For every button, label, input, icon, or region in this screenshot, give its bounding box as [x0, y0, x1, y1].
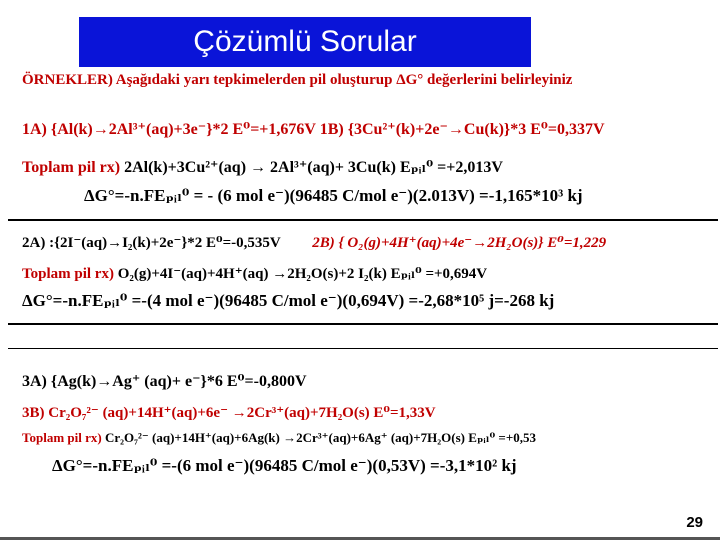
slide-title-banner [79, 17, 531, 67]
divider-1 [8, 219, 718, 221]
divider-2 [8, 323, 718, 325]
problem1-line1: 1A) {Al(k)→2Al³⁺(aq)+3e⁻}*2 E⁰=+1,676V 1B) {3Cu²⁺(k)+2e⁻→Cu(k)}*3 E⁰=0,337V [22, 121, 605, 138]
problem1-total-text: 2Al(k)+3Cu²⁺(aq) → 2Al³⁺(aq)+ 3Cu(k) Eₚᵢₗ⁰ =+2,013V [120, 159, 503, 176]
intro-label: ÖRNEKLER) [22, 72, 113, 88]
problem3-line1: 3A) {Ag(k)→Ag⁺ (aq)+ e⁻}*6 E⁰=-0,800V [22, 373, 307, 390]
problem2-line1 [22, 233, 606, 252]
problem2-total-text: O₂(g)+4I⁻(aq)+4H⁺(aq) →2H₂O(s)+2 I₂(k) Eₚᵢₗ⁰ =+0,694V [113, 266, 488, 282]
problem3-total-text: Cr₂O₇²⁻ (aq)+14H⁺(aq)+6Ag(k) →2Cr³⁺(aq)+6Ag⁺ (aq)+7H₂O(s) Eₚᵢₗ⁰ =+0,53 [101, 430, 536, 445]
problem3-line3 [22, 430, 536, 446]
page-number: 29 [686, 514, 703, 531]
problem1-line3: ΔG°=-n.FEₚᵢₗ⁰ = - (6 mol e⁻)(96485 C/mol e⁻)(2.013V) =-1,165*10³ kj [84, 186, 583, 205]
problem3-total-label: Toplam pil rx) [22, 430, 102, 445]
intro-text: Aşağıdaki yarı tepkimelerden pil oluşturup ΔG° değerlerini belirleyiniz [112, 72, 573, 88]
problem2-total-label: Toplam pil rx) [22, 266, 114, 282]
problem3-line2: 3B) Cr₂O₇²⁻ (aq)+14H⁺(aq)+6e⁻ →2Cr³⁺(aq)+7H₂O(s) E⁰=1,33V [22, 405, 436, 421]
problem1-line2 [22, 157, 503, 177]
divider-3 [8, 348, 718, 349]
problem2-half-b: 2B) { O₂(g)+4H⁺(aq)+4e⁻→2H₂O(s)} E⁰=1,229 [312, 235, 607, 251]
problem2-line3: ΔG°=-n.FEₚᵢₗ⁰ =-(4 mol e⁻)(96485 C/mol e⁻)(0,694V) =-2,68*10⁵ j=-268 kj [22, 291, 555, 310]
problem1-total-label: Toplam pil rx) [22, 159, 121, 176]
problem2-half-a: 2A) :{2I⁻(aq)→I₂(k)+2e⁻}*2 E⁰=-0,535V [22, 235, 281, 251]
slide-title: Çözümlü Sorular [193, 25, 417, 58]
intro-line [22, 72, 572, 89]
problem2-line2 [22, 264, 487, 283]
problem3-line4: ΔG°=-n.FEₚᵢₗ⁰ =-(6 mol e⁻)(96485 C/mol e⁻)(0,53V) =-3,1*10² kj [52, 456, 517, 475]
